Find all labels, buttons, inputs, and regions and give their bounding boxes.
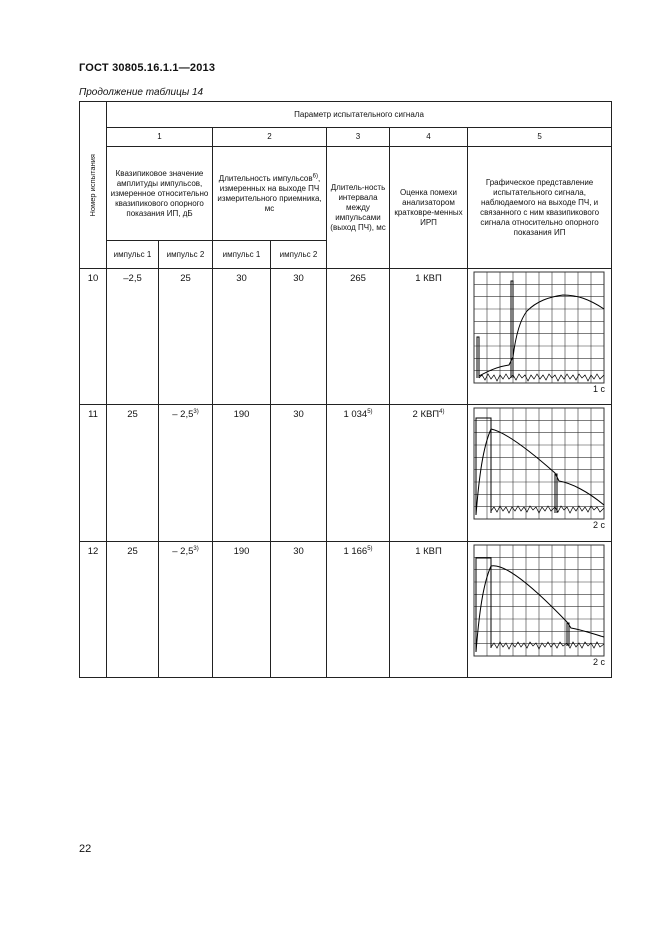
quasi-peak-trace <box>479 295 604 376</box>
quasi-peak-trace <box>476 429 604 515</box>
test-number: 10 <box>80 269 107 405</box>
amp-pulse2-value: 25 <box>180 273 191 284</box>
time-scale-label: 1 с <box>592 383 605 394</box>
group-header: Параметр испытательного сигнала <box>107 102 612 128</box>
signal-graph-cell <box>468 542 612 678</box>
oscillogram <box>471 271 607 385</box>
noise-floor-trace <box>491 642 604 649</box>
oscillogram-grid <box>474 408 604 519</box>
table-row <box>80 542 612 678</box>
time-scale-label: 2 с <box>592 656 605 667</box>
amp-pulse2 <box>159 405 213 542</box>
signal-traces <box>477 281 604 381</box>
table-row <box>80 269 612 405</box>
quasi-peak-trace <box>476 566 604 652</box>
column-number-5: 5 <box>468 128 612 147</box>
oscillogram-grid <box>474 272 604 383</box>
column-number-3: 3 <box>327 128 390 147</box>
page-number: 22 <box>79 843 92 855</box>
signal-graph-cell <box>468 269 612 405</box>
duration-header-rest: , измеренных на выходе ПЧ измерительного приемника, мс <box>217 173 322 213</box>
dur-pulse1-header: импульс 1 <box>213 241 271 269</box>
noise-floor-trace <box>479 374 604 381</box>
assessment-note: 4) <box>439 408 445 415</box>
interval-note: 5) <box>367 545 373 552</box>
dur-pulse1: 190 <box>213 405 271 542</box>
test-number: 12 <box>80 542 107 678</box>
assessment-value: 1 КВП <box>415 546 442 557</box>
signal-graph-cell <box>468 405 612 542</box>
amp-pulse1 <box>107 405 159 542</box>
duration-header-footnote: 6) <box>312 172 318 179</box>
if-pulse-trace <box>477 281 513 378</box>
interval-value: 265 <box>350 273 366 284</box>
interval-note: 5) <box>367 408 373 415</box>
assessment-header: Оценка помехи анализатором кратковре-менных ИРП <box>390 147 468 269</box>
interval-value: 1 166 <box>343 546 368 557</box>
amp-pulse2-value: – 2,5 <box>172 546 194 557</box>
assessment-value: 1 КВП <box>415 273 442 284</box>
interval <box>327 542 390 678</box>
graph-header: Графическое представление испытательного сигнала, наблюдаемого на выходе ПЧ, и связанного с ним квазипикового сигнала относительно опорного показания ИП <box>468 147 612 269</box>
assessment <box>390 269 468 405</box>
test-number-header-cell <box>80 102 107 269</box>
if-pulse-trace <box>476 558 569 652</box>
duration-header-main: Длительность импульсов <box>218 173 313 183</box>
noise-floor-trace <box>491 506 604 513</box>
amp-pulse1 <box>107 542 159 678</box>
test-signal-table <box>79 101 612 678</box>
dur-pulse2: 30 <box>271 269 327 405</box>
signal-graph <box>471 544 607 668</box>
column-number-2: 2 <box>213 128 327 147</box>
signal-graph <box>471 271 607 395</box>
dur-pulse2: 30 <box>271 405 327 542</box>
interval <box>327 405 390 542</box>
table-row <box>80 405 612 542</box>
assessment-value: 2 КВП <box>412 409 440 420</box>
amp-pulse2-value: – 2,5 <box>172 409 194 420</box>
signal-traces <box>476 558 604 652</box>
amp-pulse2 <box>159 269 213 405</box>
amp-pulse2-header: импульс 2 <box>159 241 213 269</box>
assessment <box>390 542 468 678</box>
interval-header: Длитель-ность интервала между импульсами (выход ПЧ), мс <box>327 147 390 269</box>
column-number-4: 4 <box>390 128 468 147</box>
signal-graph <box>471 407 607 531</box>
document-title: ГОСТ 30805.16.1.1—2013 <box>79 62 216 74</box>
amp-pulse1-value: 25 <box>127 546 138 557</box>
amp-pulse1 <box>107 269 159 405</box>
oscillogram <box>471 407 607 521</box>
interval <box>327 269 390 405</box>
time-scale-label: 2 с <box>592 519 605 530</box>
duration-header <box>213 147 327 241</box>
assessment <box>390 405 468 542</box>
dur-pulse1: 30 <box>213 269 271 405</box>
amp-pulse2-note: 3) <box>193 408 199 415</box>
oscillogram <box>471 544 607 658</box>
test-number: 11 <box>80 405 107 542</box>
amp-pulse1-header: импульс 1 <box>107 241 159 269</box>
amp-pulse1-value: 25 <box>127 409 138 420</box>
amp-pulse2-note: 3) <box>193 545 199 552</box>
test-number-header: Номер испытания <box>88 153 98 217</box>
amplitude-header: Квазипиковое значение амплитуды импульсов, измеренное относительно квазипикового опорного показания ИП, дБ <box>107 147 213 241</box>
oscillogram-grid <box>474 545 604 656</box>
dur-pulse2: 30 <box>271 542 327 678</box>
interval-value: 1 034 <box>343 409 368 420</box>
amp-pulse2 <box>159 542 213 678</box>
column-number-1: 1 <box>107 128 213 147</box>
dur-pulse1: 190 <box>213 542 271 678</box>
amp-pulse1-value: –2,5 <box>123 273 142 284</box>
dur-pulse2-header: импульс 2 <box>271 241 327 269</box>
table-caption: Продолжение таблицы 14 <box>79 87 204 98</box>
